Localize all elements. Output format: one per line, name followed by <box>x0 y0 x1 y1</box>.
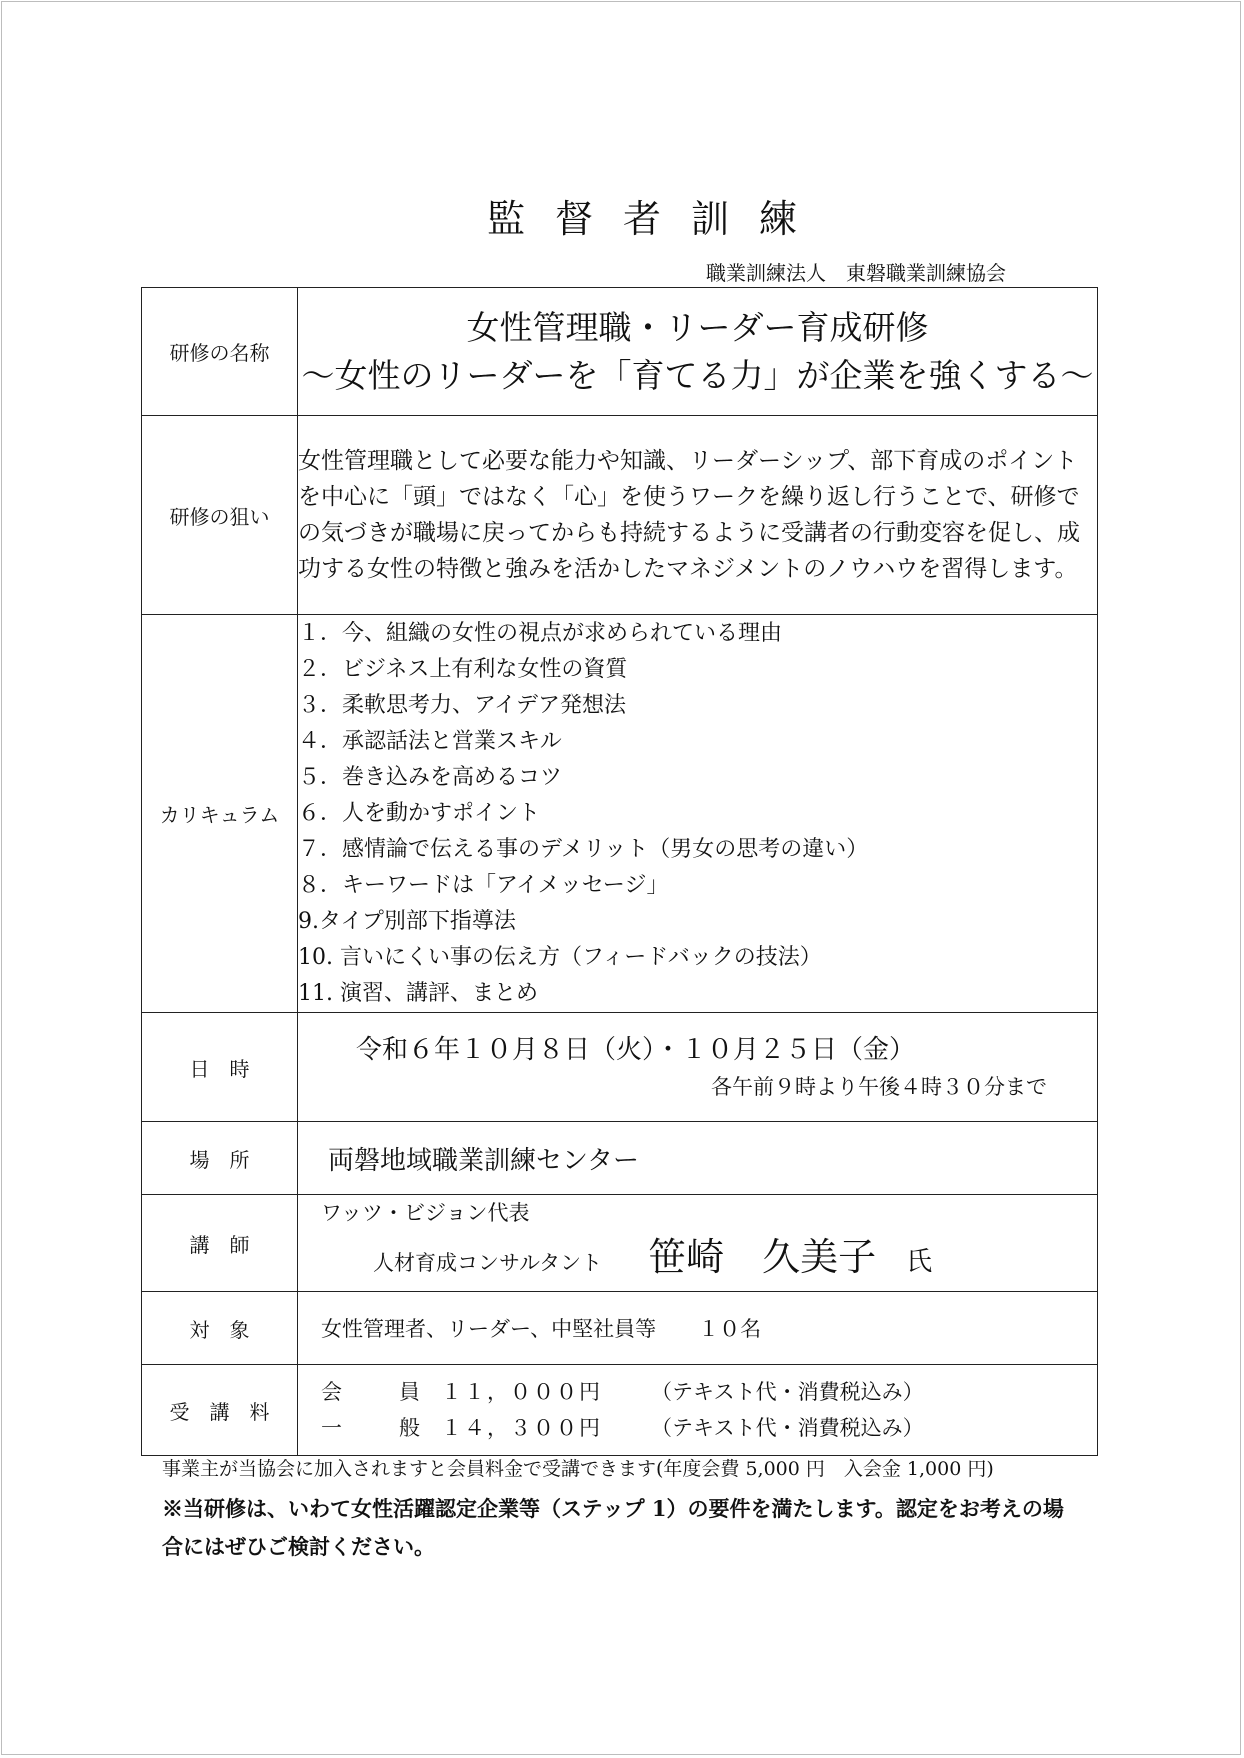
fee-member-note: （テキスト代・消費税込み） <box>651 1380 924 1404</box>
curriculum-item: 11. 演習、講評、まとめ <box>298 980 538 1006</box>
course-name: 女性管理職・リーダー育成研修 <box>466 307 929 347</box>
instructor-cell <box>298 1195 1098 1292</box>
row-curriculum <box>142 615 1098 1013</box>
row-datetime <box>142 1013 1098 1122</box>
instructor-organization: ワッツ・ビジョン代表 <box>321 1201 530 1225</box>
label-curriculum: カリキュラム <box>142 615 298 1013</box>
instructor-name: 笹崎 久美子 <box>648 1235 877 1279</box>
curriculum-item: １．今、組織の女性の視点が求められている理由 <box>298 620 783 646</box>
label-datetime: 日 時 <box>142 1013 298 1122</box>
fee-general-row <box>298 1410 1097 1446</box>
course-aim-text: 女性管理職として必要な能力や知識、リーダーシップ、部下育成のポイントを中心に「頭」ではなく「心」を使うワークを繰り返し行うことで、研修での気づきが職場に戻ってからも持続するように受講者の行動変容を促し、成功する女性の特徴と強みを活かしたマネジメントのノウハウを習得します。 <box>298 448 1080 582</box>
label-course-aim: 研修の狙い <box>142 416 298 615</box>
curriculum-item: ４．承認話法と営業スキル <box>298 728 562 754</box>
course-dates: 令和６年１０月８日（火）・１０月２５日（金） <box>356 1035 916 1065</box>
label-fee: 受 講 料 <box>142 1365 298 1456</box>
curriculum-item: ５．巻き込みを高めるコツ <box>298 764 563 790</box>
document-title: 監督者訓練 <box>486 197 827 241</box>
label-target: 対 象 <box>142 1292 298 1365</box>
fee-member-class: 会 員 <box>321 1380 438 1404</box>
fee-general-class: 一 般 <box>321 1416 438 1440</box>
curriculum-item: ８．キーワードは「アイメッセージ」 <box>298 872 669 898</box>
curriculum-item: 9.タイプ別部下指導法 <box>298 908 516 934</box>
course-subtitle: ～女性のリーダーを「育てる力」が企業を強くする～ <box>301 355 1094 395</box>
membership-note: 事業主が当協会に加入されますと会員料金で受講できます(年度会費 5,000 円 入会金 1,000 円) <box>162 1458 994 1480</box>
fee-cell <box>298 1365 1098 1456</box>
label-instructor: 講 師 <box>142 1195 298 1292</box>
venue-cell <box>298 1122 1098 1195</box>
label-course-name: 研修の名称 <box>142 288 298 416</box>
datetime-cell <box>298 1013 1098 1122</box>
row-instructor <box>142 1195 1098 1292</box>
row-course-name <box>142 288 1098 416</box>
fee-member-amount: １１，０００円 <box>441 1380 602 1404</box>
instructor-line <box>298 1231 1097 1291</box>
target-audience: 女性管理者、リーダー、中堅社員等 １０名 <box>321 1317 762 1341</box>
instructor-honorific: 氏 <box>906 1247 933 1277</box>
row-fee <box>142 1365 1098 1456</box>
course-hours: 各午前９時より午後４時３０分まで <box>711 1075 1047 1099</box>
row-course-aim <box>142 416 1098 615</box>
curriculum-list <box>298 616 1097 1012</box>
course-name-cell <box>298 288 1098 416</box>
venue-name: 両磐地域職業訓練センター <box>328 1145 639 1176</box>
curriculum-item: 10. 言いにくい事の伝え方（フィードバックの技法） <box>298 944 822 970</box>
course-aim-cell <box>298 416 1098 615</box>
curriculum-item: ７．感情論で伝える事のデメリット（男女の思考の違い） <box>298 836 869 862</box>
instructor-title: 人材育成コンサルタント <box>373 1251 603 1275</box>
label-venue: 場 所 <box>142 1122 298 1195</box>
curriculum-cell <box>298 615 1098 1013</box>
row-target <box>142 1292 1098 1365</box>
fee-general-amount: １４，３００円 <box>441 1416 602 1440</box>
curriculum-item: ６．人を動かすポイント <box>298 800 541 826</box>
certification-note: ※当研修は、いわて女性活躍認定企業等（ステップ 1）の要件を満たします。認定をお考えの場合にはぜひご検討ください。 <box>162 1496 1064 1559</box>
fee-member-row <box>298 1374 1097 1410</box>
curriculum-item: ２．ビジネス上有利な女性の資質 <box>298 656 628 682</box>
organization-name: 職業訓練法人 東磐職業訓練協会 <box>706 261 1006 285</box>
fee-general-note: （テキスト代・消費税込み） <box>651 1416 924 1440</box>
row-venue <box>142 1122 1098 1195</box>
curriculum-item: ３．柔軟思考力、アイデア発想法 <box>298 692 627 718</box>
course-info-table <box>141 287 1098 1456</box>
target-cell <box>298 1292 1098 1365</box>
